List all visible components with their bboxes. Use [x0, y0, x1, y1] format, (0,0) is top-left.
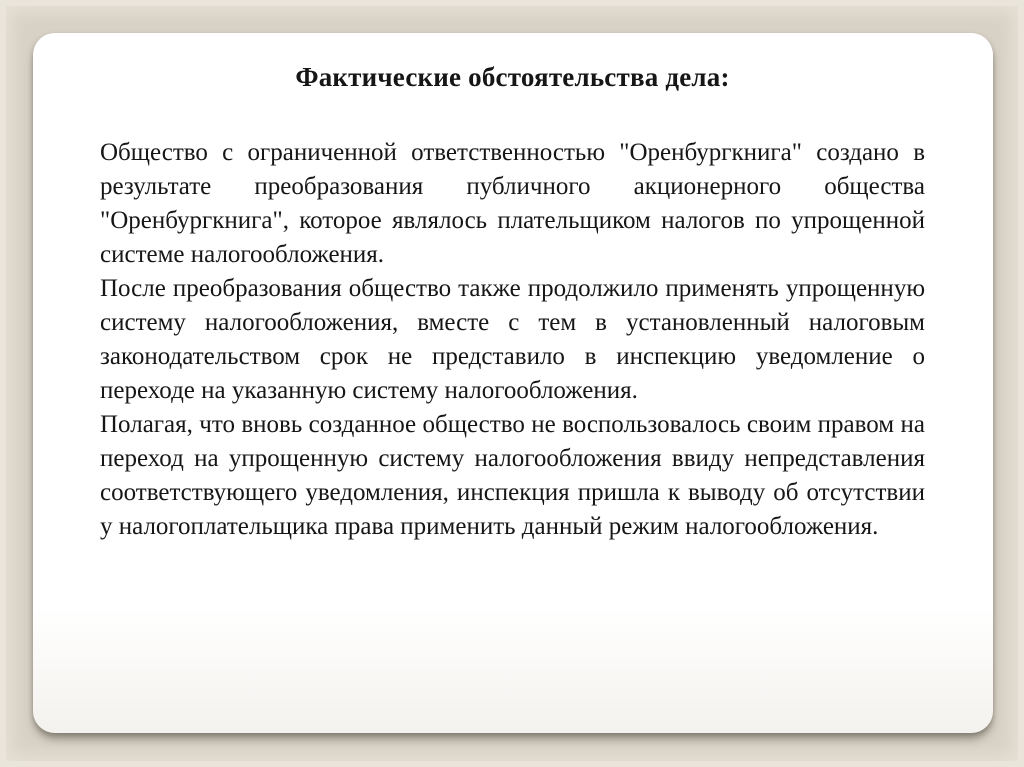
content-card — [33, 33, 993, 733]
body-paragraph-1: Общество с ограниченной ответственностью "Оренбургкнига" создано в результате преобразования публичного акционерного общества "Оренбургкнига", которое являлось плательщиком налогов по упрощенной системе налогообложения. — [100, 139, 925, 268]
slide-title: Фактические обстоятельства дела: — [295, 62, 730, 92]
body-paragraph-2: После преобразования общество также продолжило применять упрощенную систему налогообложения, вместе с тем в установленный налоговым законодательством срок не представило в инспекцию уведомление о переходе на указанную систему налогообложения. — [100, 275, 925, 404]
slide-body — [100, 136, 925, 544]
body-paragraph-3: Полагая, что вновь созданное общество не воспользовалось своим правом на переход на упрощенную систему налогообложения ввиду непредставления соответствующего уведомления, инспекция пришла к выводу об отсутствии у налогоплательщика права применить данный режим налогообложения. — [100, 411, 925, 540]
